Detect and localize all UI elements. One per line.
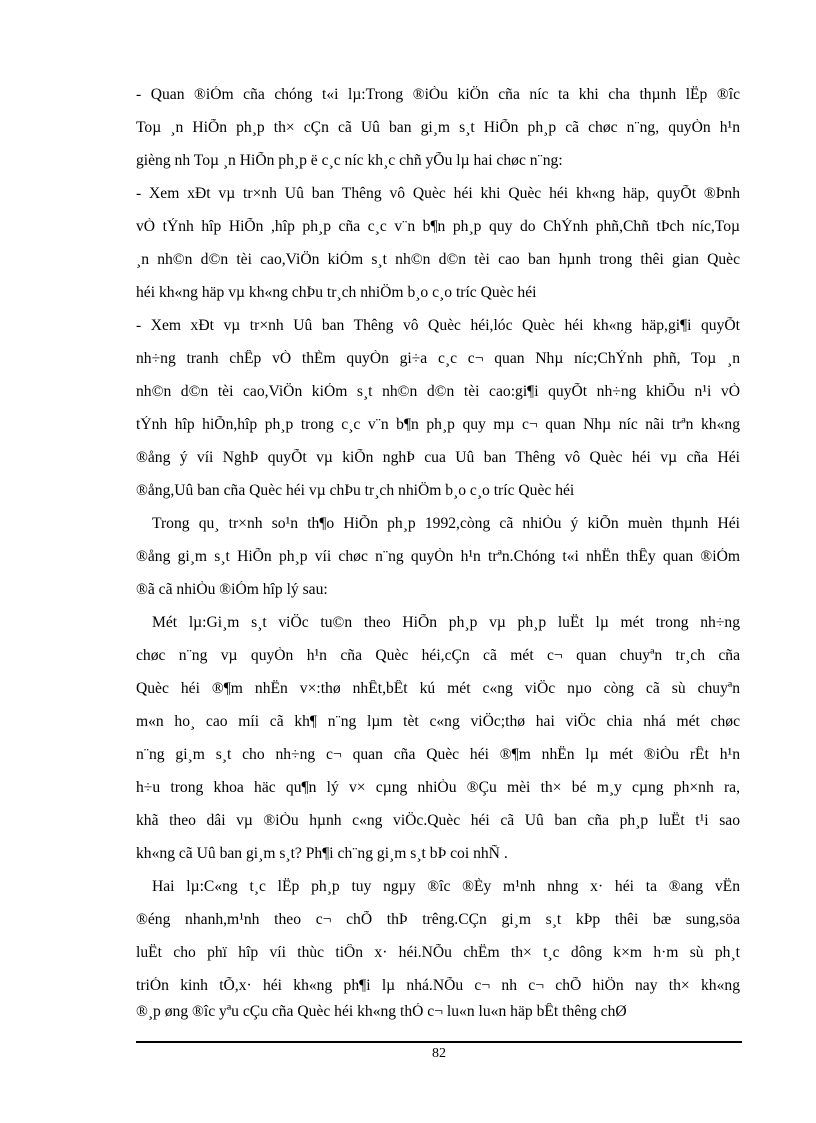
body-line: - Xem xÐt vµ tr×nh Uû ban Thêng vô Quèc héi khi Quèc héi kh«ng häp, quyÕt ®Þnh: [136, 185, 740, 202]
body-line: ®éng nhanh,m¹nh theo c¬ chÕ thÞ trêng.CÇn gi¸m s¸t kÞp thêi bæ sung,söa: [136, 911, 740, 928]
body-line: Mét lµ:Gi¸m s¸t viÖc tu©n theo HiÕn ph¸p vµ ph¸p luËt lµ mét trong nh÷ng: [152, 614, 740, 631]
body-line: Quèc héi ®¶m nhËn v×:thø nhÊt,bÊt kú mét c«ng viÖc nµo còng cã sù chuyªn: [136, 680, 740, 697]
body-line: ®ã cã nhiÒu ®iÓm hîp lý sau:: [136, 581, 328, 598]
body-line: - Xem xÐt vµ tr×nh Uû ban Thêng vô Quèc héi,lóc Quèc héi kh«ng häp,gi¶i quyÕt: [136, 317, 740, 334]
body-line: Trong qu¸ tr×nh so¹n th¶o HiÕn ph¸p 1992,còng cã nhiÒu ý kiÕn muèn thµnh Héi: [152, 515, 740, 532]
body-line: ®ång gi¸m s¸t HiÕn ph¸p víi chøc n¨ng quyÒn h¹n trªn.Chóng t«i nhËn thÊy quan ®iÓm: [136, 548, 740, 565]
body-line: triÓn kinh tÕ,x· héi kh«ng ph¶i lµ nhá.NÕu c¬ nh c¬ chÕ hiÖn nay th× kh«ng: [136, 977, 740, 994]
footer-rule: [136, 1041, 742, 1043]
body-line: gièng nh Toµ ¸n HiÕn ph¸p ë c¸c níc kh¸c chñ yÕu lµ hai chøc n¨ng:: [136, 152, 563, 169]
body-line: n¨ng gi¸m s¸t cho nh÷ng c¬ quan cña Quèc héi ®¶m nhËn lµ mét ®iÒu rÊt h¹n: [136, 746, 740, 763]
body-line: h÷u trong khoa häc qu¶n lý v× cµng nhiÒu ®Çu mèi th× bé m¸y cµng ph×nh ra,: [136, 779, 740, 796]
body-line: kh«ng cã Uû ban gi¸m s¸t? Ph¶i ch¨ng gi¸m s¸t bÞ coi nhÑ .: [136, 845, 508, 862]
page-number: 82: [432, 1046, 446, 1061]
body-line: ®ång ý víi NghÞ quyÕt vµ kiÕn nghÞ cua Uû ban Thêng vô Quèc héi vµ cña Héi: [136, 449, 740, 466]
body-line: héi kh«ng häp vµ kh«ng chÞu tr¸ch nhiÖm b¸o c¸o tríc Quèc héi: [136, 284, 537, 301]
body-line: khã theo dâi vµ ®iÒu hµnh c«ng viÖc.Quèc héi cã Uû ban cña ph¸p luËt t¹i sao: [136, 812, 740, 829]
body-line: tÝnh hîp hiÕn,hîp ph¸p trong c¸c v¨n b¶n ph¸p quy mµ c¬ quan Nhµ níc nãi trªn kh«ng: [136, 416, 740, 433]
body-line: nh÷ng tranh chÊp vÒ thÈm quyÒn gi÷a c¸c c¬ quan Nhµ níc;ChÝnh phñ, Toµ ¸n: [136, 350, 740, 367]
body-line: ¸n nh©n d©n tèi cao,ViÖn kiÓm s¸t nh©n d©n tèi cao ban hµnh trong thêi gian Quèc: [136, 251, 740, 268]
body-line: Hai lµ:C«ng t¸c lËp ph¸p tuy ngµy ®îc ®Èy m¹nh nhng x· héi ta ®ang vËn: [152, 878, 740, 895]
body-line: vÒ tÝnh hîp HiÕn ,hîp ph¸p cña c¸c v¨n b¶n ph¸p quy do ChÝnh phñ,Chñ tÞch níc,Toµ: [136, 218, 740, 235]
body-line: luËt cho phï hîp víi thùc tiÔn x· héi.NÕu chËm th× t¸c dông k×m h·m sù ph¸t: [136, 944, 740, 961]
body-line: chøc n¨ng vµ quyÒn h¹n cña Quèc héi,cÇn cã mét c¬ quan chuyªn tr¸ch cña: [136, 647, 740, 664]
body-line: Toµ ¸n HiÕn ph¸p th× cÇn cã Uû ban gi¸m s¸t HiÕn ph¸p cã chøc n¨ng, quyÒn h¹n: [136, 119, 740, 136]
body-line: ®ång,Uû ban cña Quèc héi vµ chÞu tr¸ch nhiÖm b¸o c¸o tríc Quèc héi: [136, 482, 575, 499]
body-line: m«n ho¸ cao míi cã kh¶ n¨ng lµm tèt c«ng viÖc;thø hai viÖc chia nhá mét chøc: [136, 713, 740, 730]
body-line: nh©n d©n tèi cao,ViÖn kiÓm s¸t nh©n d©n tèi cao:gi¶i quyÕt nh÷ng khiÕu n¹i vÒ: [136, 383, 740, 400]
body-line: - Quan ®iÓm cña chóng t«i lµ:Trong ®iÒu kiÖn cña níc ta khi cha thµnh lËp ®îc: [136, 86, 740, 103]
body-line: ®¸p øng ®îc yªu cÇu cña Quèc héi kh«ng thÓ c¬ lu«n lu«n häp bÊt thêng chØ: [136, 1003, 627, 1020]
